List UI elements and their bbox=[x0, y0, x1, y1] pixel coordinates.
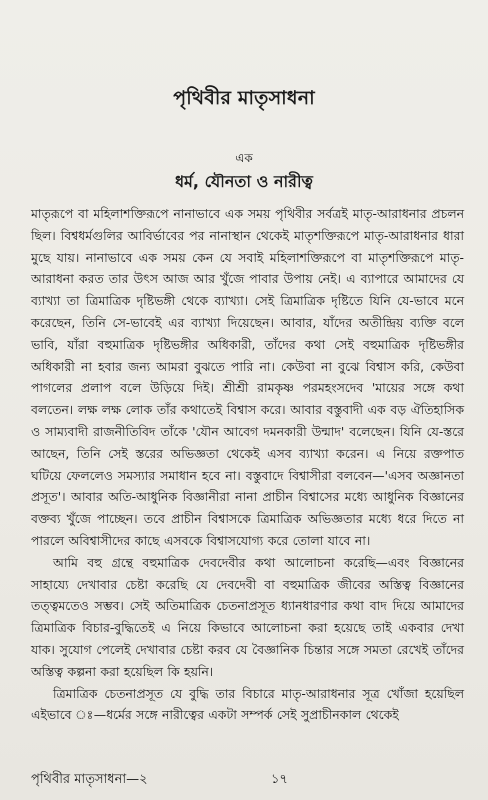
paragraph-1: মাতৃরূপে বা মহিলাশক্তিরূপে নানাভাবে এক সময় পৃথিবীর সর্বত্রই মাতৃ-আরাধনার প্রচলন ছিল। বিশ্বধর্মগুলির আবির্ভাবের পর নানাস্থান থেকেই মাতৃশক্তিরূপে মাতৃ-আরাধনার ধারা মুছে যায়। নানাভাবে এক সময় কেন যে সবাই মহিলাশক্তিরূপে বা মাতৃশক্তিরূপে মাতৃ-আরাধনা করত তার উৎস আজ আর খুঁজে পাবার উপায় নেই। এ ব্যাপারে আমাদের যে ব্যাখ্যা তা ত্রিমাত্রিক দৃষ্টিভঙ্গী থেকে ব্যাখ্যা। সেই ত্রিমাত্রিক দৃষ্টিতে যিনি যে-ভাবে মনে করেছেন, তিনি সে-ভাবেই এর ব্যাখ্যা দিয়েছেন। আবার, যাঁদের অতীন্দ্রিয় ব্যক্তি বলে ভাবি, যাঁরা বহুমাত্রিক দৃষ্টিভঙ্গীর অধিকারী, তাঁদের কথা সেই বহুমাত্রিক দৃষ্টিভঙ্গীর অধিকারী না হবার জন্য আমরা বুঝতে পারি না। কেউবা না বুঝে বিশ্বাস করি, কেউবা পাগলের প্রলাপ বলে উড়িয়ে দিই। শ্রীশ্রী রামকৃষ্ণ পরমহংসদেব 'মায়ের সঙ্গে কথা বলতেন। লক্ষ লক্ষ লোক তাঁর কথাতেই বিশ্বাস করে। আবার বস্তুবাদী এক বড় ঐতিহাসিক ও সাম্যবাদী রাজনীতিবিদ তাঁকে 'যৌন আবেগ দমনকারী উন্মাদ' বলেছেন। যিনি যে-স্তরে আছেন, তিনি সেই স্তরের অভিজ্ঞতা থেকেই এসব ব্যাখ্যা করেন। এ নিয়ে রক্তপাত ঘটিয়ে ফেললেও সমস্যার সমাধান হবে না। বস্তুবাদে বিশ্বাসীরা বলবেন—'এসব অজ্ঞানতা প্রসূত'। আবার অতি-আধুনিক বিজ্ঞানীরা নানা প্রাচীন বিশ্বাসের মধ্যে আধুনিক বিজ্ঞানের বক্তব্য খুঁজে পাচ্ছেন। তবে প্রাচীন বিশ্বাসকে ত্রিমাত্রিক অভিজ্ঞতার মধ্যে ধরে দিতে না পারলে অবিশ্বাসীদের কাছে এসবকে বিশ্বাসযোগ্য করে তোলা যাবে না। bbox=[31, 206, 464, 548]
paragraph-2: আমি বহু গ্রন্থে বহুমাত্রিক দেবদেবীর কথা আলোচনা করেছি—এবং বিজ্ঞানের সাহায্যে দেখাবার চেষ্টা করেছি যে দেবদেবী বা বহুমাত্রিক জীবের অস্তিত্ব বিজ্ঞানের তত্ত্বমতেও সম্ভব। সেই অতিমাত্রিক চেতনাপ্রসূত ধ্যানধারণার কথা বাদ দিয়ে আমাদের ত্রিমাত্রিক বিচার-বুদ্ধিতেই এ নিয়ে কিভাবে আলোচনা করা হয়েছে তাই একবার দেখা যাক। সুযোগ পেলেই দেখাবার চেষ্টা করব যে বৈজ্ঞানিক চিন্তার সঙ্গে সমতা রেখেই তাঁদের অস্তিত্ব কল্পনা করা হয়েছিল কি হয়নি। bbox=[31, 554, 464, 679]
page-footer bbox=[31, 770, 464, 790]
chapter-title: পৃথিবীর মাতৃসাধনা bbox=[173, 87, 315, 109]
body-text bbox=[31, 203, 464, 726]
paragraph-3: ত্রিমাত্রিক চেতনাপ্রসূত যে বুদ্ধি তার বিচারে মাতৃ-আরাধনার সূত্র খোঁজা হয়েছিল এইভাবে ঃ—ধর্মের সঙ্গে নারীত্বের একটা সম্পর্ক সেই সুপ্রাচীনকাল থেকেই bbox=[31, 685, 464, 723]
section-number: এক bbox=[235, 151, 253, 165]
section-title: ধর্ম, যৌনতা ও নারীত্ব bbox=[175, 172, 313, 191]
running-footer-title: পৃথিবীর মাতৃসাধনা—২ bbox=[31, 772, 148, 787]
page-number: ১৭ bbox=[271, 772, 288, 787]
